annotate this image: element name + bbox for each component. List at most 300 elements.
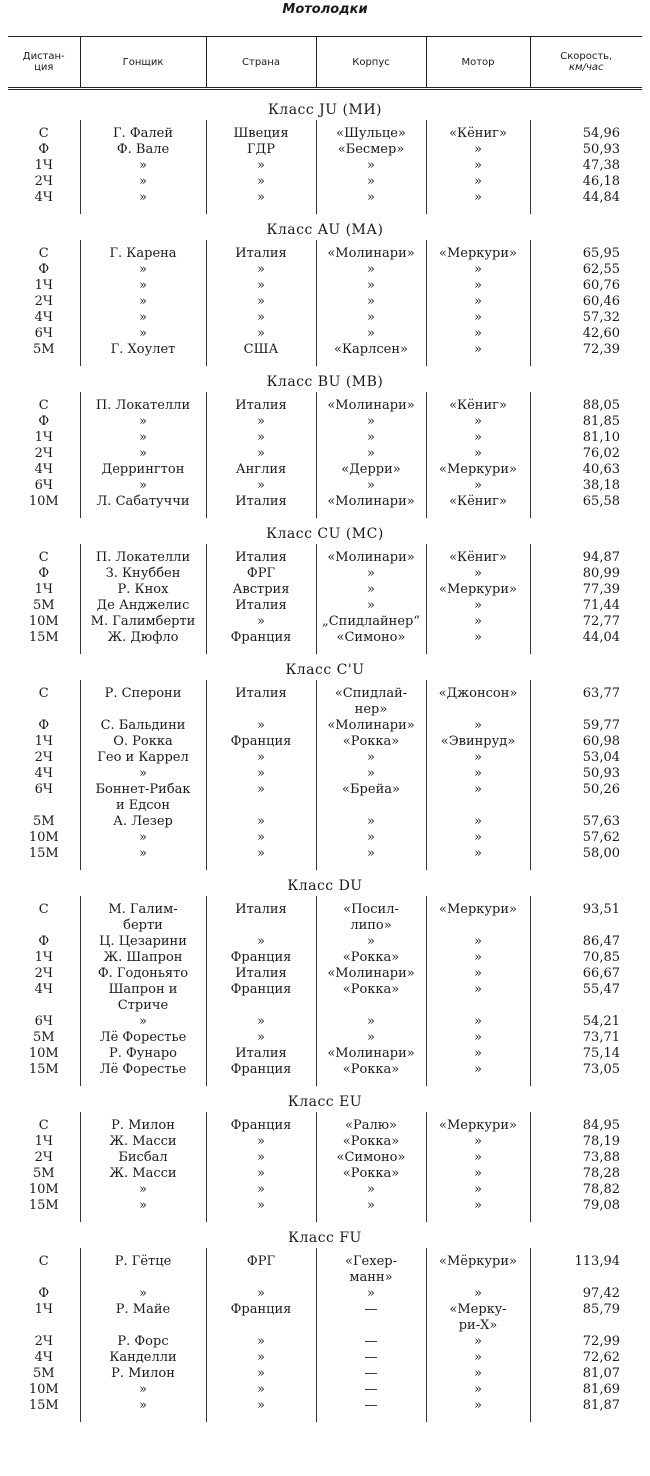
cell-racer: Ж. Масси [80, 1134, 206, 1150]
table-row [8, 1182, 642, 1198]
cell-country: США [206, 342, 316, 366]
table-row [8, 766, 642, 782]
cell-racer: Г. Хоулет [80, 342, 206, 366]
cell-motor: » [426, 158, 530, 174]
cell-speed: 57,62 [530, 830, 642, 846]
cell-hull: » [316, 478, 426, 494]
cell-motor: «Меркури» [426, 582, 530, 598]
cell-motor: «Эвинруд» [426, 734, 530, 750]
cell-motor: «Мёркури» [426, 1254, 530, 1286]
cell-racer: » [80, 1182, 206, 1198]
table-row [8, 566, 642, 582]
cell-motor: «Меркури» [426, 1118, 530, 1134]
cell-country: » [206, 1398, 316, 1422]
class-header-row [8, 518, 642, 544]
cell-country: » [206, 446, 316, 462]
cell-hull: » [316, 598, 426, 614]
cell-racer: П. Локателли [80, 398, 206, 414]
table-row [8, 1134, 642, 1150]
cell-country: » [206, 1134, 316, 1150]
header-speed-unit: км/час [569, 62, 604, 73]
cell-country: » [206, 766, 316, 782]
cell-motor: » [426, 750, 530, 766]
cell-motor: «Меркури» [426, 462, 530, 478]
table-row [8, 1334, 642, 1350]
cell-distance: 4Ч [34, 982, 53, 997]
cell-distance: Ф [38, 934, 50, 949]
cell-racer: » [80, 1286, 206, 1302]
table-row [8, 1254, 642, 1286]
cell-speed: 65,58 [530, 494, 642, 518]
cell-hull: «Симоно» [316, 1150, 426, 1166]
cell-racer: Деррингтон [80, 462, 206, 478]
cell-country: Италия [206, 966, 316, 982]
table-row [8, 1030, 642, 1046]
cell-speed: 53,04 [530, 750, 642, 766]
cell-hull: — [316, 1382, 426, 1398]
cell-speed: 84,95 [530, 1118, 642, 1134]
cell-racer: Ж. Шапрон [80, 950, 206, 966]
cell-hull: «Карлсен» [316, 342, 426, 366]
cell-country: Италия [206, 686, 316, 718]
cell-distance: 2Ч [34, 966, 53, 981]
cell-racer: Ж. Дюфло [80, 630, 206, 654]
cell-racer: Гео и Каррел [80, 750, 206, 766]
cell-country: Франция [206, 982, 316, 1014]
class-header-row [8, 1222, 642, 1248]
cell-hull: „Спидлайнер“ [316, 614, 426, 630]
cell-hull: «Рокка» [316, 734, 426, 750]
cell-motor: » [426, 174, 530, 190]
cell-motor: «Меркy- ри-Х» [426, 1302, 530, 1334]
cell-speed: 40,63 [530, 462, 642, 478]
cell-distance: 10М [28, 830, 59, 845]
cell-motor: » [426, 142, 530, 158]
cell-hull: «Ралю» [316, 1118, 426, 1134]
cell-country: ГДР [206, 142, 316, 158]
cell-distance: 10М [28, 614, 59, 629]
cell-speed: 85,79 [530, 1302, 642, 1334]
cell-motor: » [426, 598, 530, 614]
cell-racer: » [80, 830, 206, 846]
cell-speed: 78,19 [530, 1134, 642, 1150]
table-row [8, 174, 642, 190]
cell-motor: » [426, 1198, 530, 1222]
cell-speed: 50,93 [530, 766, 642, 782]
table-body [8, 89, 642, 1423]
table-row [8, 686, 642, 718]
cell-motor: » [426, 1150, 530, 1166]
cell-racer: Р. Майе [80, 1302, 206, 1334]
cell-distance: С [38, 246, 49, 261]
cell-speed: 66,67 [530, 966, 642, 982]
cell-distance: 6Ч [34, 478, 53, 493]
cell-speed: 70,85 [530, 950, 642, 966]
cell-motor: » [426, 342, 530, 366]
cell-motor: » [426, 782, 530, 814]
cell-distance: 2Ч [34, 750, 53, 765]
cell-country: » [206, 814, 316, 830]
cell-speed: 60,46 [530, 294, 642, 310]
cell-motor: » [426, 566, 530, 582]
cell-racer: » [80, 278, 206, 294]
cell-country: » [206, 750, 316, 766]
cell-racer: » [80, 262, 206, 278]
cell-motor: » [426, 1046, 530, 1062]
cell-racer: Г. Карена [80, 246, 206, 262]
cell-hull: » [316, 190, 426, 214]
cell-hull: » [316, 446, 426, 462]
cell-distance: Ф [38, 142, 50, 157]
cell-hull: » [316, 1014, 426, 1030]
cell-speed: 94,87 [530, 550, 642, 566]
table-row [8, 614, 642, 630]
cell-hull: «Рокка» [316, 950, 426, 966]
cell-racer: Де Анджелис [80, 598, 206, 614]
table-row [8, 1166, 642, 1182]
cell-hull: «Рокка» [316, 982, 426, 1014]
cell-speed: 44,84 [530, 190, 642, 214]
table-header [8, 37, 642, 89]
cell-racer: П. Локателли [80, 550, 206, 566]
cell-racer: Бисбал [80, 1150, 206, 1166]
cell-racer: » [80, 310, 206, 326]
class-header-row [8, 870, 642, 896]
cell-hull: «Молинари» [316, 246, 426, 262]
table-row [8, 246, 642, 262]
cell-distance: С [38, 398, 49, 413]
cell-country: » [206, 174, 316, 190]
cell-country: » [206, 1382, 316, 1398]
table-row [8, 1366, 642, 1382]
cell-racer: Р. Гётце [80, 1254, 206, 1286]
cell-distance: 2Ч [34, 294, 53, 309]
table-row [8, 310, 642, 326]
class-header-row [8, 89, 642, 121]
cell-racer: Лё Форестье [80, 1062, 206, 1086]
table-row [8, 1118, 642, 1134]
cell-racer: О. Рокка [80, 734, 206, 750]
cell-distance: 1Ч [34, 582, 53, 597]
cell-hull: » [316, 846, 426, 870]
cell-country: Италия [206, 494, 316, 518]
cell-racer: М. Галимберти [80, 614, 206, 630]
cell-racer: Ф. Годоньято [80, 966, 206, 982]
cell-racer: Шапрон и Стриче [80, 982, 206, 1014]
cell-speed: 73,88 [530, 1150, 642, 1166]
class-title: Класс DU [287, 878, 363, 894]
cell-speed: 71,44 [530, 598, 642, 614]
cell-racer: Г. Фалей [80, 126, 206, 142]
cell-motor: «Кёниг» [426, 398, 530, 414]
class-header-row [8, 214, 642, 240]
cell-hull: » [316, 750, 426, 766]
cell-speed: 79,08 [530, 1198, 642, 1222]
cell-speed: 72,62 [530, 1350, 642, 1366]
cell-country: » [206, 1350, 316, 1366]
cell-distance: Ф [38, 718, 50, 733]
cell-hull: — [316, 1366, 426, 1382]
table-row [8, 158, 642, 174]
cell-distance: 5М [32, 814, 55, 829]
cell-motor: » [426, 326, 530, 342]
table-row [8, 750, 642, 766]
cell-country: Франция [206, 630, 316, 654]
cell-hull: «Рокка» [316, 1166, 426, 1182]
cell-speed: 93,51 [530, 902, 642, 934]
cell-racer: Л. Сабатуччи [80, 494, 206, 518]
header-speed-label: Скорость, [560, 51, 613, 62]
table-row [8, 830, 642, 846]
cell-distance: 5М [32, 1030, 55, 1045]
cell-speed: 54,21 [530, 1014, 642, 1030]
cell-hull: » [316, 814, 426, 830]
table-row [8, 494, 642, 518]
cell-racer: » [80, 446, 206, 462]
cell-distance: С [38, 686, 49, 701]
cell-country: » [206, 294, 316, 310]
cell-country: » [206, 846, 316, 870]
cell-speed: 42,60 [530, 326, 642, 342]
cell-hull: — [316, 1350, 426, 1366]
cell-motor: » [426, 846, 530, 870]
cell-hull: «Молинари» [316, 966, 426, 982]
cell-country: Австрия [206, 582, 316, 598]
cell-hull: » [316, 934, 426, 950]
cell-country: » [206, 190, 316, 214]
cell-motor: » [426, 446, 530, 462]
cell-motor: » [426, 310, 530, 326]
cell-motor: » [426, 766, 530, 782]
table-row [8, 126, 642, 142]
cell-distance: 1Ч [34, 430, 53, 445]
cell-motor: » [426, 718, 530, 734]
table-row [8, 782, 642, 814]
cell-speed: 59,77 [530, 718, 642, 734]
class-title: Класс CU (МС) [266, 526, 384, 542]
cell-hull: «Молинари» [316, 494, 426, 518]
cell-country: Италия [206, 598, 316, 614]
cell-distance: С [38, 1254, 49, 1269]
cell-hull: » [316, 310, 426, 326]
cell-hull: » [316, 766, 426, 782]
cell-hull: «Посил- липо» [316, 902, 426, 934]
cell-distance: 4Ч [34, 462, 53, 477]
cell-hull: » [316, 262, 426, 278]
cell-hull: » [316, 566, 426, 582]
cell-speed: 57,63 [530, 814, 642, 830]
cell-country: ФРГ [206, 1254, 316, 1286]
cell-distance: С [38, 550, 49, 565]
cell-speed: 58,00 [530, 846, 642, 870]
cell-distance: 10М [28, 1046, 59, 1061]
cell-motor: » [426, 1350, 530, 1366]
cell-racer: » [80, 294, 206, 310]
cell-hull: » [316, 830, 426, 846]
cell-speed: 57,32 [530, 310, 642, 326]
cell-racer: Р. Форс [80, 1334, 206, 1350]
cell-speed: 80,99 [530, 566, 642, 582]
cell-motor: » [426, 1286, 530, 1302]
cell-distance: 1Ч [34, 278, 53, 293]
cell-motor: » [426, 262, 530, 278]
cell-speed: 50,26 [530, 782, 642, 814]
cell-racer: Р. Сперони [80, 686, 206, 718]
cell-country: » [206, 310, 316, 326]
cell-distance: 5М [32, 342, 55, 357]
cell-country: » [206, 478, 316, 494]
cell-racer: Лё Форестье [80, 1030, 206, 1046]
cell-racer: Ж. Масси [80, 1166, 206, 1182]
class-header-row [8, 366, 642, 392]
cell-country: Англия [206, 462, 316, 478]
cell-hull: » [316, 430, 426, 446]
cell-hull: «Рокка» [316, 1134, 426, 1150]
cell-distance: 5М [32, 1366, 55, 1381]
cell-country: » [206, 278, 316, 294]
cell-speed: 75,14 [530, 1046, 642, 1062]
header-motor: Мотор [426, 37, 530, 89]
cell-hull: «Шульце» [316, 126, 426, 142]
cell-hull: » [316, 278, 426, 294]
cell-motor: » [426, 1030, 530, 1046]
table-row [8, 582, 642, 598]
cell-hull: «Молинари» [316, 398, 426, 414]
cell-motor: «Джонсон» [426, 686, 530, 718]
cell-motor: » [426, 830, 530, 846]
cell-hull: » [316, 174, 426, 190]
cell-distance: 15М [28, 1398, 59, 1413]
cell-distance: 6Ч [34, 1014, 53, 1029]
cell-speed: 76,02 [530, 446, 642, 462]
table-row [8, 630, 642, 654]
cell-speed: 72,39 [530, 342, 642, 366]
cell-distance: Ф [38, 566, 50, 581]
cell-motor: » [426, 1182, 530, 1198]
class-title: Класс FU [288, 1230, 362, 1246]
cell-distance: 1Ч [34, 734, 53, 749]
cell-distance: 2Ч [34, 446, 53, 461]
cell-hull: » [316, 158, 426, 174]
cell-hull: «Гехер- манн» [316, 1254, 426, 1286]
cell-country: » [206, 1166, 316, 1182]
cell-motor: » [426, 278, 530, 294]
class-header-row [8, 654, 642, 680]
cell-hull: «Спидлай- нер» [316, 686, 426, 718]
cell-hull: » [316, 582, 426, 598]
cell-speed: 81,85 [530, 414, 642, 430]
cell-racer: » [80, 1382, 206, 1398]
table-row [8, 1302, 642, 1334]
table-row [8, 1286, 642, 1302]
table-row [8, 430, 642, 446]
cell-country: » [206, 414, 316, 430]
cell-country: » [206, 718, 316, 734]
cell-distance: 15М [28, 846, 59, 861]
cell-distance: Ф [38, 262, 50, 277]
cell-racer: » [80, 430, 206, 446]
table-row [8, 1198, 642, 1222]
cell-speed: 65,95 [530, 246, 642, 262]
table-row [8, 462, 642, 478]
cell-distance: С [38, 1118, 49, 1133]
table-row [8, 902, 642, 934]
cell-racer: » [80, 174, 206, 190]
table-row [8, 550, 642, 566]
table-row [8, 1350, 642, 1366]
cell-racer: Р. Кнох [80, 582, 206, 598]
cell-speed: 81,69 [530, 1382, 642, 1398]
cell-country: » [206, 1014, 316, 1030]
cell-speed: 72,77 [530, 614, 642, 630]
cell-distance: 1Ч [34, 1134, 53, 1149]
cell-country: » [206, 326, 316, 342]
cell-country: » [206, 830, 316, 846]
header-distance-text: Дистан- ция [22, 51, 65, 73]
cell-speed: 60,76 [530, 278, 642, 294]
table-row [8, 262, 642, 278]
table-row [8, 846, 642, 870]
cell-hull: «Молинари» [316, 718, 426, 734]
table-row [8, 342, 642, 366]
table-row [8, 966, 642, 982]
table-row [8, 478, 642, 494]
cell-distance: 1Ч [34, 158, 53, 173]
cell-distance: 2Ч [34, 1334, 53, 1349]
cell-country: Франция [206, 950, 316, 966]
cell-country: Италия [206, 902, 316, 934]
cell-motor: «Кёниг» [426, 550, 530, 566]
cell-country: » [206, 1150, 316, 1166]
cell-motor: » [426, 950, 530, 966]
cell-racer: Канделли [80, 1350, 206, 1366]
cell-racer: » [80, 326, 206, 342]
cell-racer: А. Лезер [80, 814, 206, 830]
cell-distance: 1Ч [34, 950, 53, 965]
cell-country: Франция [206, 1302, 316, 1334]
cell-motor: » [426, 966, 530, 982]
cell-hull: » [316, 1030, 426, 1046]
header-distance [8, 37, 80, 89]
cell-motor: » [426, 814, 530, 830]
cell-country: Италия [206, 550, 316, 566]
cell-speed: 81,10 [530, 430, 642, 446]
cell-country: ФРГ [206, 566, 316, 582]
cell-motor: » [426, 430, 530, 446]
cell-distance: 5М [32, 1166, 55, 1181]
table-row [8, 934, 642, 950]
cell-country: Италия [206, 246, 316, 262]
cell-country: Италия [206, 398, 316, 414]
cell-distance: 15М [28, 630, 59, 645]
cell-country: Швеция [206, 126, 316, 142]
cell-country: » [206, 782, 316, 814]
cell-motor: » [426, 614, 530, 630]
cell-distance: Ф [38, 414, 50, 429]
cell-speed: 81,87 [530, 1398, 642, 1422]
cell-hull: — [316, 1398, 426, 1422]
cell-motor: » [426, 1382, 530, 1398]
cell-distance: 4Ч [34, 1350, 53, 1365]
cell-distance: 10М [28, 1182, 59, 1197]
cell-speed: 81,07 [530, 1366, 642, 1382]
cell-country: » [206, 158, 316, 174]
cell-hull: «Бесмер» [316, 142, 426, 158]
class-title: Класс С'U [285, 662, 365, 678]
table-row [8, 1062, 642, 1086]
cell-racer: З. Кнуббен [80, 566, 206, 582]
cell-distance: 2Ч [34, 174, 53, 189]
